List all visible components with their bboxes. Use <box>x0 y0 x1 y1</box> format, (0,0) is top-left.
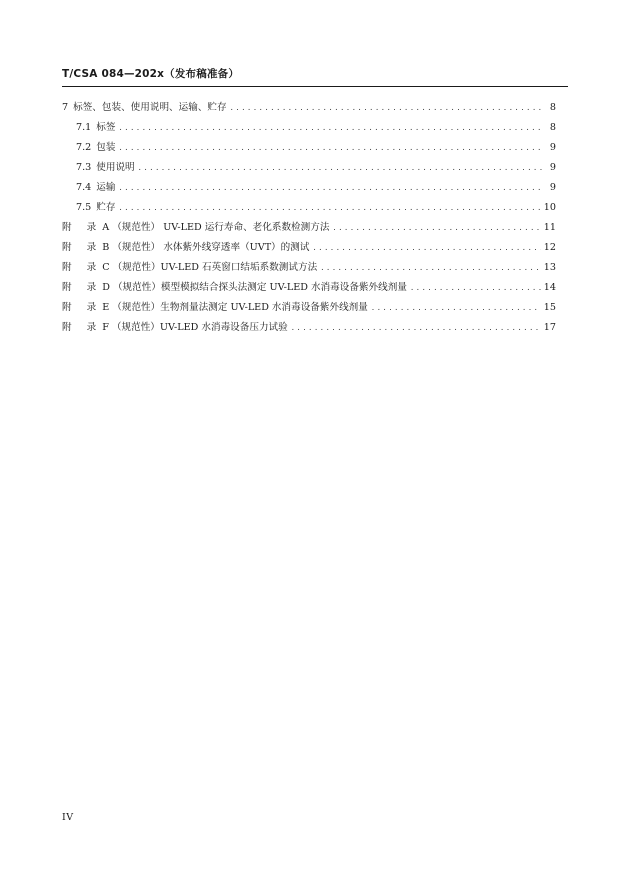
toc-number: 7.2 <box>76 142 92 153</box>
appendix-label: 附 录 <box>62 302 103 313</box>
toc-appendix-d[interactable] <box>62 278 556 298</box>
appendix-label: 附 录 <box>62 222 103 233</box>
page-number-footer: IV <box>62 812 74 823</box>
toc-entry-7-3[interactable] <box>62 158 556 178</box>
toc-page-number: 9 <box>549 182 556 193</box>
toc-number: 7.4 <box>76 182 92 193</box>
toc-title: 使用说明 <box>96 162 135 173</box>
toc-number: 7.3 <box>76 162 92 173</box>
toc-title: 运输 <box>96 182 116 193</box>
toc-number: 7.1 <box>76 122 92 133</box>
toc-title: 标签 <box>96 122 116 133</box>
toc-appendix-b[interactable] <box>62 238 556 258</box>
toc-title: （规范性） UV-LED 运行寿命、老化系数检测方法 <box>112 222 330 233</box>
toc-entry-7-2[interactable] <box>62 138 556 158</box>
toc-title: （规范性）生物剂量法测定 UV-LED 水消毒设备紫外线剂量 <box>112 302 368 313</box>
toc-page-number: 8 <box>549 102 556 113</box>
toc-entry-7[interactable] <box>62 98 556 118</box>
toc-entry-7-4[interactable] <box>62 178 556 198</box>
toc-title: 贮存 <box>96 202 116 213</box>
appendix-letter: F <box>102 322 109 333</box>
appendix-label: 附 录 <box>62 282 103 293</box>
toc-page-number: 15 <box>543 302 556 313</box>
toc-leader-dots <box>118 178 543 198</box>
toc-page-number: 10 <box>543 202 556 213</box>
toc-leader-dots <box>371 298 541 318</box>
toc-appendix-f[interactable] <box>62 318 556 338</box>
toc-page-number: 14 <box>543 282 556 293</box>
table-of-contents <box>62 98 556 338</box>
toc-leader-dots <box>230 98 543 118</box>
toc-page-number: 12 <box>543 242 556 253</box>
toc-title: （规范性）UV-LED 水消毒设备压力试验 <box>111 322 288 333</box>
appendix-letter: D <box>102 282 110 293</box>
toc-entry-7-5[interactable] <box>62 198 556 218</box>
toc-title: 包装 <box>96 142 116 153</box>
toc-leader-dots <box>312 238 540 258</box>
appendix-letter: C <box>102 262 110 273</box>
appendix-label: 附 录 <box>62 242 103 253</box>
toc-page-number: 11 <box>543 222 556 233</box>
toc-title: （规范性） 水体紫外线穿透率（UVT）的测试 <box>112 242 310 253</box>
toc-entry-7-1[interactable] <box>62 118 556 138</box>
toc-leader-dots <box>118 118 543 138</box>
toc-page-number: 9 <box>549 142 556 153</box>
toc-appendix-e[interactable] <box>62 298 556 318</box>
toc-number: 7.5 <box>76 202 92 213</box>
toc-leader-dots <box>118 138 543 158</box>
toc-number: 7 <box>62 102 69 113</box>
toc-leader-dots <box>410 278 541 298</box>
toc-leader-dots <box>332 218 540 238</box>
header-divider <box>62 86 568 87</box>
toc-appendix-c[interactable] <box>62 258 556 278</box>
document-header: T/CSA 084—202x（发布稿准备） <box>62 68 240 80</box>
appendix-letter: B <box>102 242 110 253</box>
toc-leader-dots <box>320 258 541 278</box>
toc-page-number: 9 <box>549 162 556 173</box>
toc-page-number: 13 <box>543 262 556 273</box>
toc-leader-dots <box>291 318 541 338</box>
appendix-label: 附 录 <box>62 262 103 273</box>
toc-page-number: 17 <box>543 322 556 333</box>
toc-title: 标签、包装、使用说明、运输、贮存 <box>73 102 227 113</box>
appendix-label: 附 录 <box>62 322 103 333</box>
appendix-letter: A <box>102 222 110 233</box>
toc-leader-dots <box>138 158 543 178</box>
toc-page-number: 8 <box>549 122 556 133</box>
toc-title: （规范性）模型模拟结合探头法测定 UV-LED 水消毒设备紫外线剂量 <box>112 282 407 293</box>
toc-appendix-a[interactable] <box>62 218 556 238</box>
appendix-letter: E <box>102 302 110 313</box>
toc-leader-dots <box>118 198 540 218</box>
toc-title: （规范性）UV-LED 石英窗口结垢系数测试方法 <box>112 262 318 273</box>
